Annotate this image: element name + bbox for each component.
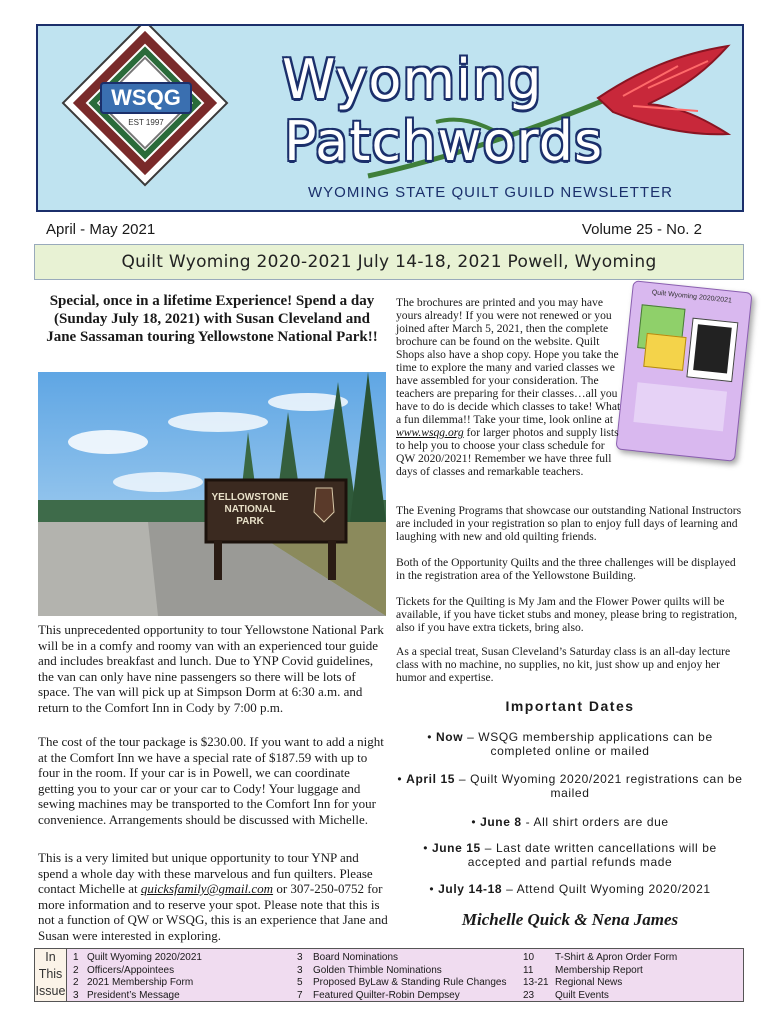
logo-abbreviation: WSQG xyxy=(100,82,192,114)
toc-item[interactable]: 2 2021 Membership Form xyxy=(73,977,194,988)
newsletter-title-line2: Patchwords xyxy=(284,110,604,173)
date-item: • June 15 – Last date written cancellations will be accepted and partial refunds made xyxy=(423,841,717,869)
brochure-cover-image xyxy=(615,280,752,462)
newsletter-title-line1: Wyoming xyxy=(282,48,543,111)
important-dates-heading: Important Dates xyxy=(505,698,635,714)
in-this-issue-box xyxy=(34,948,744,1002)
sign-text-1: YELLOWSTONE xyxy=(211,492,289,503)
date-item: • April 15 – Quilt Wyoming 2020/2021 registrations can be mailed xyxy=(397,772,743,800)
special-treat-paragraph: As a special treat, Susan Cleveland’s Saturday class is an all-day lecture class with no machine, no supplies, no kit, just show up and enjoy her humor and expertise. xyxy=(396,645,731,684)
toc-column-2 xyxy=(297,952,506,1002)
toc-item[interactable]: 3 President’s Message xyxy=(73,989,180,1001)
toc-column-3 xyxy=(523,952,677,1002)
date-item: • Now – WSQG membership applications can be completed online or mailed xyxy=(427,730,713,758)
brochure-card-title: Quilt Wyoming 2020/2021 xyxy=(651,289,733,305)
sign-text-2: NATIONAL xyxy=(224,504,276,515)
date-item: • July 14-18 – Attend Quilt Wyoming 2020/2021 xyxy=(429,882,711,896)
date-item: • June 8 - All shirt orders are due xyxy=(471,815,669,829)
toc-item[interactable]: 1 Quilt Wyoming 2020/2021 xyxy=(73,952,202,963)
toc-item[interactable]: 23 Quilt Events xyxy=(523,989,609,1001)
issue-volume: Volume 25 - No. 2 xyxy=(581,221,702,238)
masthead xyxy=(36,24,744,212)
in-this-issue-label: In This Issue xyxy=(35,949,67,1001)
lead-paragraph-1: This unprecedented opportunity to tour Yellowstone National Park will be in a comfy and roomy van with an experienced tour guide and includes breakfast and lunch. Due to YNP Covid guidelines, the van can only have nine passengers so there will be lots of space. The van will pick up at Simpson Dorm at 6:30 a.m. and return to the Comfort Inn in Cody by 7:00 p.m. xyxy=(38,622,384,715)
toc-item[interactable]: 3 Golden Thimble Nominations xyxy=(297,964,442,976)
tickets-paragraph: Tickets for the Quilting is My Jam and the Flower Power quilts will be available, if you have ticket stubs and money, please bring to registration, also if you have extra tickets, bring also. xyxy=(396,595,738,634)
wsqg-logo xyxy=(100,82,192,127)
sign-text-3: PARK xyxy=(236,516,264,527)
signature: Michelle Quick & Nena James xyxy=(461,910,679,929)
contact-email-link[interactable]: quicksfamily@gmail.com xyxy=(140,881,274,896)
issue-bar xyxy=(36,218,744,242)
toc-item[interactable]: 7 Featured Quilter-Robin Dempsey xyxy=(297,989,460,1001)
toc-item[interactable]: 2 Officers/Appointees xyxy=(73,964,175,976)
website-link[interactable]: www.wsqg.org xyxy=(396,426,464,439)
toc-item[interactable]: 10 T-Shirt & Apron Order Form xyxy=(523,952,678,963)
toc-item[interactable]: 5 Proposed ByLaw & Standing Rule Changes xyxy=(297,977,507,988)
toc-item[interactable]: 11 Membership Report xyxy=(523,964,643,976)
event-banner-text: Quilt Wyoming 2020-2021 July 14-18, 2021 Powell, Wyoming xyxy=(121,252,657,272)
issue-date: April - May 2021 xyxy=(46,221,156,238)
logo-established: EST 1997 xyxy=(128,118,164,127)
lead-paragraph-2: The cost of the tour package is $230.00. If you want to add a night at the Comfort Inn we have a special rate of $187.59 with up to four in the room. If your car is in Powell, we can coordinate getting you to your car or your car to Cody! Your luggage and sewing machines may be transported to the Comfort Inn for your convenience. Arrangements should be discussed with Michelle. xyxy=(38,734,384,827)
brochure-paragraph: The brochures are printed and you may have yours already! If you were not renewed or you joined after March 5, 2021, then the complete brochure can be found on the website. Quilt Shops also have a shop copy. Hope you take the time to explore the many and varied classes we have assembled for your consideration. The teachers are preparing for their classes…all you have to do is decide which classes to take! What a fun dilemma!! Take your time, look online at www.wsqg.org for larger photos and supply lists to help you to choose your class schedule for QW 2020/2021! Remember we have three full days of classes and remarkable teachers. xyxy=(396,296,621,478)
event-banner xyxy=(34,244,744,280)
lead-paragraph-3: This is a very limited but unique opportunity to tour YNP and spend a whole day with these marvelous and fun quilters. Please contact Michelle at quicksfamily@gmail.com or 307-250-0752 for more information and to reserve your spot. Please note that this is not a function of QW or WSQG, this is an experience that Jane and Susan were interested in exploring. xyxy=(38,850,388,943)
lead-headline: Special, once in a lifetime Experience! Spend a day (Sunday July 18, 2021) with Susan Cleveland and Jane Sassaman touring Yellowstone National Park!! xyxy=(46,293,378,345)
newsletter-subtitle: WYOMING STATE QUILT GUILD NEWSLETTER xyxy=(308,184,673,201)
yellowstone-sign-photo xyxy=(38,372,386,616)
toc-item[interactable]: 3 Board Nominations xyxy=(297,952,399,963)
evening-programs-paragraph: The Evening Programs that showcase our outstanding National Instructors are included in your registration so plan to enjoy full days of learning and laughing with new and old quilting friends. xyxy=(396,504,742,543)
toc-column-1 xyxy=(73,952,202,1002)
opportunity-quilts-paragraph: Both of the Opportunity Quilts and the three challenges will be displayed in the registration area of the Yellowstone Building. xyxy=(396,556,736,582)
toc-item[interactable]: 13-21 Regional News xyxy=(523,977,623,988)
